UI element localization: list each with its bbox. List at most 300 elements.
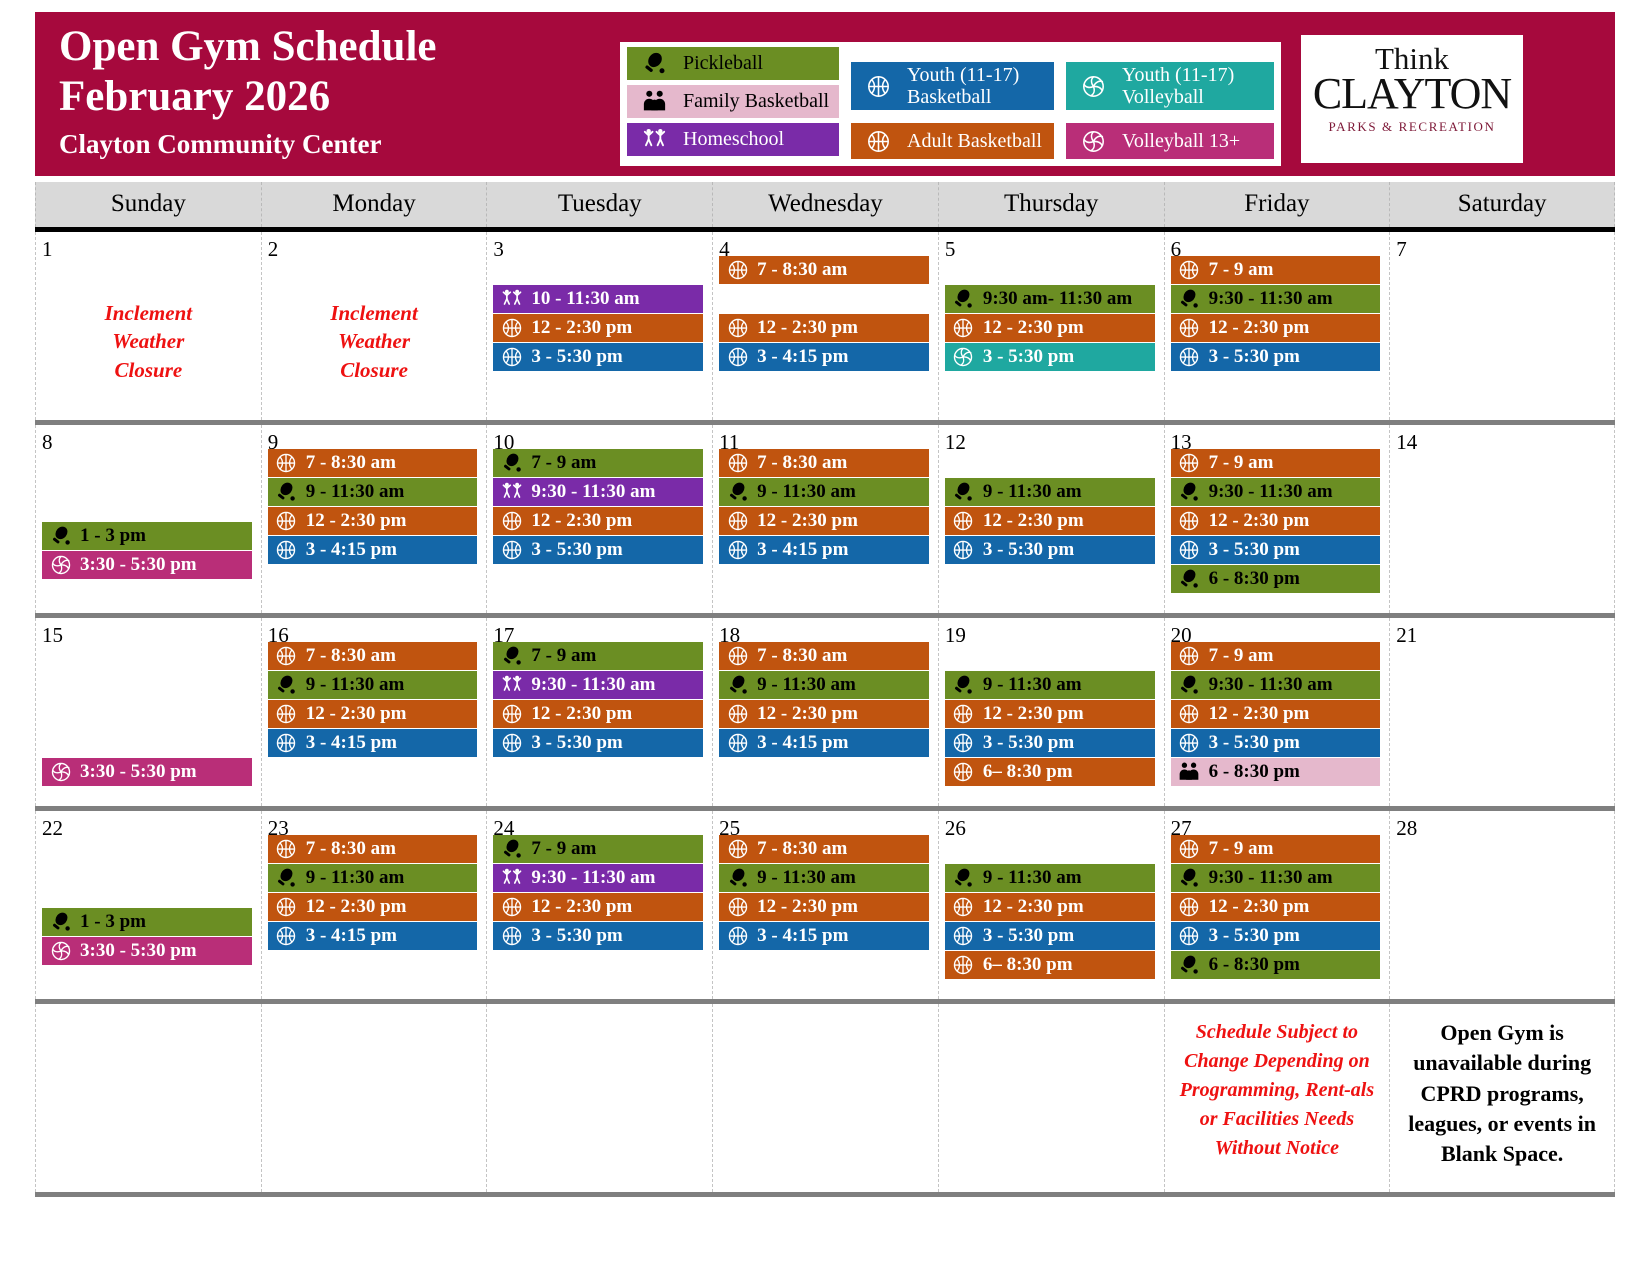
event-time: 7 - 9 am [1208,838,1274,859]
weekday-header-sunday: Sunday [35,182,261,227]
day-cell-23 [261,811,487,999]
legend-label: Volleyball 13+ [1122,129,1241,152]
event-bar-youth-basketball [719,536,929,564]
day-number: 18 [719,623,741,647]
family-icon [1178,761,1200,783]
event-icon-wrap [725,867,750,889]
day-cell-empty [261,1004,487,1192]
legend-label: Family Basketball [683,90,830,112]
basketball-icon [727,838,749,860]
event-bar-adult-basketball [719,642,929,670]
pickleball-paddle-icon [501,838,523,860]
legend-icon-wrap [1081,128,1106,155]
day-number: 10 [493,430,515,454]
logo-think-text: Think [1374,41,1450,76]
legend-label: Youth (11-17) Volleyball [1122,63,1235,108]
event-bar-youth-basketball [719,343,929,371]
event-time: 7 - 9 am [531,645,597,666]
event-icon-wrap [725,645,750,667]
day-number: 21 [1396,623,1418,647]
event-bar-youth-basketball [1171,343,1381,371]
event-time: 3 - 5:30 pm [1208,925,1300,946]
event-icon-wrap [1177,954,1202,976]
day-cell-10 [486,425,712,613]
legend-item-adult-basketball [851,123,1054,159]
day-number: 25 [719,816,741,840]
event-time: 12 - 2:30 pm [305,896,407,917]
pickleball-paddle-icon [727,674,749,696]
event-icon-wrap [48,940,73,962]
event-time: 9 - 11:30 am [305,674,405,695]
event-time: 9 - 11:30 am [757,481,856,502]
event-icon-wrap [951,317,976,339]
event-time: 7 - 8:30 am [757,452,848,473]
event-bar-youth-basketball [1171,729,1381,757]
event-bar-pickleball [719,478,929,506]
event-bar-pickleball [945,285,1155,313]
day-cell-empty [35,1004,261,1192]
event-time: 3 - 4:15 pm [757,732,849,753]
basketball-icon [1178,259,1200,281]
event-time: 12 - 2:30 pm [1208,703,1310,724]
legend-column-1 [627,47,839,161]
day-cell-20 [1164,618,1390,806]
event-bar-pickleball [1171,565,1381,593]
event-time: 7 - 9 am [531,838,597,859]
event-time: 12 - 2:30 pm [982,510,1084,531]
event-time: 9 - 11:30 am [982,867,1082,888]
pickleball-paddle-icon [501,645,523,667]
day-cell-7 [1389,232,1615,420]
event-bar-adult-basketball [493,507,703,535]
event-bar-adult-basketball [719,256,929,284]
think-clayton-logo [1301,35,1523,163]
event-bar-pickleball [945,671,1155,699]
day-number: 3 [493,237,504,261]
inclement-weather-note: Inclement Weather Closure [330,301,418,382]
pickleball-paddle-icon [952,288,974,310]
basketball-icon [727,346,749,368]
pickleball-paddle-icon [1178,867,1200,889]
event-bar-pickleball [268,671,478,699]
volleyball-icon [1081,73,1106,100]
event-bar-adult-basketball [1171,700,1381,728]
basketball-icon [727,510,749,532]
day-number: 4 [719,237,730,261]
event-icon-wrap [1177,539,1202,561]
event-bar-adult-basketball [945,951,1155,979]
event-bar-pickleball [268,864,478,892]
event-bar-youth-basketball [1171,922,1381,950]
event-bar-pickleball [719,864,929,892]
day-number: 26 [944,816,966,840]
pickleball-paddle-icon [642,50,667,77]
day-number: 27 [1170,816,1192,840]
day-cell-11 [712,425,938,613]
legend-column-2 [851,47,1054,161]
week-row-5 [35,1004,1615,1197]
day-number: 20 [1170,623,1192,647]
event-bar-pickleball [945,864,1155,892]
event-time: 3 - 5:30 pm [982,346,1075,367]
pickleball-paddle-icon [727,867,749,889]
event-time: 12 - 2:30 pm [982,896,1084,917]
basketball-icon [501,539,523,561]
pickleball-paddle-icon [275,674,297,696]
event-icon-wrap [1177,346,1202,368]
event-bar-adult-basketball [945,507,1155,535]
legend-item-youth-volleyball [1066,62,1274,110]
event-time: 3 - 5:30 pm [531,539,623,560]
event-icon-wrap [1177,645,1202,667]
event-time: 3 - 4:15 pm [757,539,849,560]
legend-item-youth-basketball [851,62,1054,110]
event-icon-wrap [499,539,524,561]
basketball-icon [952,539,974,561]
event-bar-pickleball [1171,478,1381,506]
event-bar-pickleball [42,522,252,550]
event-icon-wrap [1177,732,1202,754]
day-number: 11 [719,430,740,454]
day-cell-1 [35,232,261,420]
day-number: 2 [267,237,279,261]
event-time: 9 - 11:30 am [982,674,1082,695]
event-bar-adult-basketball [1171,893,1381,921]
event-bar-adult-basketball [268,893,478,921]
day-cell-13 [1164,425,1390,613]
event-bar-youth-basketball [493,536,703,564]
event-bar-pickleball [268,478,478,506]
pickleball-paddle-icon [1178,568,1200,590]
event-bar-volleyball-13 [42,937,252,965]
legend-icon-wrap [866,73,891,100]
event-icon-wrap [725,510,750,532]
basketball-icon [1178,896,1200,918]
logo-parks-recreation-text: PARKS & RECREATION [1328,119,1496,134]
event-time: 9:30 - 11:30 am [1208,288,1333,309]
basketball-icon [1178,925,1200,947]
event-icon-wrap [1177,317,1202,339]
event-icon-wrap [274,510,299,532]
children-icon [501,867,523,889]
basketball-icon [275,452,297,474]
legend-label: Pickleball [683,52,763,74]
basketball-icon [275,645,297,667]
basketball-icon [1178,346,1200,368]
event-time: 3 - 4:15 pm [305,925,398,946]
pickleball-paddle-icon [1178,674,1200,696]
event-time: 1 - 3 pm [80,910,146,932]
basketball-icon [952,732,974,754]
basketball-icon [1178,838,1200,860]
event-time: 12 - 2:30 pm [305,510,407,531]
event-time: 3 - 5:30 pm [531,732,623,753]
volleyball-icon [50,554,72,576]
event-icon-wrap [274,838,299,860]
event-icon-wrap [951,954,976,976]
page-subtitle: Clayton Community Center [59,128,382,159]
event-icon-wrap [725,317,750,339]
event-icon-wrap [1177,867,1202,889]
pickleball-paddle-icon [952,674,974,696]
schedule-change-note: Schedule Subject to Change Depending on Programming, Rent-als or Facilities Needs Without Notice [1179,1021,1375,1159]
pickleball-paddle-icon [501,452,523,474]
event-icon-wrap [499,481,524,503]
event-bar-youth-volleyball [945,343,1155,371]
event-icon-wrap [951,674,976,696]
event-icon-wrap [274,674,299,696]
day-number: 12 [944,430,966,454]
event-bar-adult-basketball [719,314,929,342]
event-icon-wrap [725,838,750,860]
event-icon-wrap [951,867,976,889]
event-time: 3:30 - 5:30 pm [80,939,197,961]
children-icon [501,674,523,696]
event-time: 3:30 - 5:30 pm [80,553,197,575]
day-cell-12 [938,425,1164,613]
day-number: 14 [1396,430,1418,454]
event-bar-youth-basketball [493,922,703,950]
basketball-icon [1178,510,1200,532]
event-bar-volleyball-13 [42,551,252,579]
weekday-header-wednesday: Wednesday [712,182,938,227]
volleyball-icon [50,940,72,962]
event-icon-wrap [725,925,750,947]
event-time: 3 - 5:30 pm [982,539,1075,560]
event-icon-wrap [499,732,524,754]
event-time: 3 - 5:30 pm [982,925,1075,946]
day-cell-27 [1164,811,1390,999]
pickleball-paddle-icon [952,481,974,503]
event-icon-wrap [1177,838,1202,860]
day-number: 5 [944,237,956,261]
day-cell-24 [486,811,712,999]
event-time: 3 - 5:30 pm [531,925,623,946]
event-bar-adult-basketball [493,700,703,728]
event-time: 12 - 2:30 pm [531,896,633,917]
event-time: 6 - 8:30 pm [1208,761,1300,782]
basketball-icon [501,732,523,754]
legend-label: Homeschool [683,128,785,150]
event-time: 12 - 2:30 pm [1208,510,1310,531]
day-cell-26 [938,811,1164,999]
basketball-icon [727,452,749,474]
day-cell-empty [1164,1004,1390,1192]
event-bar-adult-basketball [268,642,478,670]
event-time: 9:30 - 11:30 am [1208,481,1333,502]
weekday-header-thursday: Thursday [938,182,1164,227]
event-bar-adult-basketball [945,700,1155,728]
event-icon-wrap [499,452,524,474]
basketball-icon [501,925,523,947]
basketball-icon [1178,539,1200,561]
event-time: 9:30 - 11:30 am [1208,674,1333,695]
event-bar-pickleball [1171,951,1381,979]
event-bar-youth-basketball [268,922,478,950]
event-time: 9:30 - 11:30 am [531,867,656,888]
inclement-weather-note: Inclement Weather Closure [104,301,193,382]
event-icon-wrap [274,867,299,889]
event-time: 3 - 5:30 pm [1208,346,1300,367]
page-title-line1: Open Gym Schedule [59,23,437,70]
day-cell-4 [712,232,938,420]
event-icon-wrap [951,761,976,783]
event-bar-youth-basketball [945,536,1155,564]
event-bar-pickleball [1171,285,1381,313]
legend-icon-wrap [1081,73,1106,100]
legend-icon-wrap [642,50,667,77]
event-bar-adult-basketball [268,700,478,728]
day-cell-9 [261,425,487,613]
event-time: 12 - 2:30 pm [757,317,858,338]
event-icon-wrap [48,554,73,576]
event-bar-youth-basketball [493,343,703,371]
weekday-header-row [35,182,1615,232]
basketball-icon [952,703,974,725]
event-icon-wrap [951,288,976,310]
event-bar-homeschool [493,285,703,313]
event-time: 12 - 2:30 pm [531,703,633,724]
basketball-icon [727,896,749,918]
event-icon-wrap [499,867,524,889]
event-icon-wrap [499,288,524,310]
logo-clayton-text: CLAYTON [1312,69,1512,118]
basketball-icon [1178,452,1200,474]
event-icon-wrap [274,732,299,754]
legend-label: Adult Basketball [907,129,1042,152]
basketball-icon [866,73,891,100]
basketball-icon [952,954,974,976]
basketball-icon [952,761,974,783]
event-icon-wrap [1177,510,1202,532]
day-cell-empty [486,1004,712,1192]
event-bar-adult-basketball [1171,507,1381,535]
event-time: 7 - 9 am [1208,452,1274,473]
pickleball-paddle-icon [1178,954,1200,976]
day-cell-3 [486,232,712,420]
calendar-body [35,232,1615,1197]
basketball-icon [1178,732,1200,754]
event-bar-adult-basketball [493,893,703,921]
event-time: 3 - 5:30 pm [1208,732,1300,753]
event-bar-pickleball [42,908,252,936]
event-time: 9 - 11:30 am [982,481,1082,502]
event-bar-pickleball [1171,671,1381,699]
event-bar-adult-basketball [268,449,478,477]
pickleball-paddle-icon [1178,288,1200,310]
event-time: 12 - 2:30 pm [757,703,858,724]
event-icon-wrap [951,732,976,754]
page-title-line2: February 2026 [59,72,331,120]
event-bar-youth-basketball [268,729,478,757]
children-icon [501,288,523,310]
event-time: 7 - 8:30 am [305,838,396,859]
event-bar-youth-basketball [1171,536,1381,564]
day-cell-17 [486,618,712,806]
event-icon-wrap [274,481,299,503]
event-icon-wrap [274,645,299,667]
weekday-header-saturday: Saturday [1389,182,1615,227]
event-time: 3 - 4:15 pm [757,346,849,367]
event-icon-wrap [725,732,750,754]
event-icon-wrap [951,539,976,561]
event-bar-adult-basketball [493,314,703,342]
event-icon-wrap [499,510,524,532]
event-icon-wrap [1177,761,1202,783]
day-cell-25 [712,811,938,999]
basketball-icon [275,510,297,532]
event-time: 12 - 2:30 pm [1208,317,1310,338]
event-time: 12 - 2:30 pm [531,510,633,531]
legend-icon-wrap [866,128,891,155]
event-time: 7 - 8:30 am [757,838,848,859]
basketball-icon [727,925,749,947]
event-icon-wrap [499,703,524,725]
event-bar-homeschool [493,671,703,699]
event-time: 3 - 4:15 pm [757,925,849,946]
weekday-header-tuesday: Tuesday [486,182,712,227]
basketball-icon [275,838,297,860]
day-number: 22 [42,816,63,840]
basketball-icon [1178,645,1200,667]
event-bar-youth-basketball [493,729,703,757]
volleyball-icon [50,761,72,783]
event-time: 10 - 11:30 am [531,288,640,309]
basketball-icon [727,539,749,561]
day-number: 24 [493,816,515,840]
event-icon-wrap [499,674,524,696]
legend-icon-wrap [642,126,667,153]
event-bar-pickleball [493,642,703,670]
event-icon-wrap [725,703,750,725]
event-icon-wrap [951,481,976,503]
event-time: 6 - 8:30 pm [1208,568,1300,589]
event-bar-pickleball [493,449,703,477]
event-icon-wrap [274,896,299,918]
event-icon-wrap [1177,703,1202,725]
event-time: 9 - 11:30 am [305,481,405,502]
event-icon-wrap [725,896,750,918]
event-icon-wrap [1177,259,1202,281]
event-bar-adult-basketball [1171,256,1381,284]
event-bar-pickleball [719,671,929,699]
day-cell-empty [938,1004,1164,1192]
volleyball-icon [952,346,974,368]
day-cell-18 [712,618,938,806]
day-number: 7 [1396,237,1407,261]
basketball-icon [866,128,891,155]
event-icon-wrap [725,452,750,474]
event-icon-wrap [48,911,73,933]
calendar [35,182,1615,1197]
event-bar-youth-basketball [719,922,929,950]
legend-column-3 [1066,47,1274,161]
event-bar-youth-basketball [719,729,929,757]
event-icon-wrap [1177,452,1202,474]
legend [620,42,1281,166]
event-bar-adult-basketball [268,835,478,863]
basketball-icon [275,732,297,754]
event-time: 3 - 5:30 pm [531,346,623,367]
event-bar-family-basketball [1171,758,1381,786]
day-cell-21 [1389,618,1615,806]
event-bar-adult-basketball [1171,835,1381,863]
legend-item-homeschool [627,123,839,156]
volleyball-icon [1081,128,1106,155]
event-bar-pickleball [1171,864,1381,892]
children-icon [501,481,523,503]
basketball-icon [727,703,749,725]
